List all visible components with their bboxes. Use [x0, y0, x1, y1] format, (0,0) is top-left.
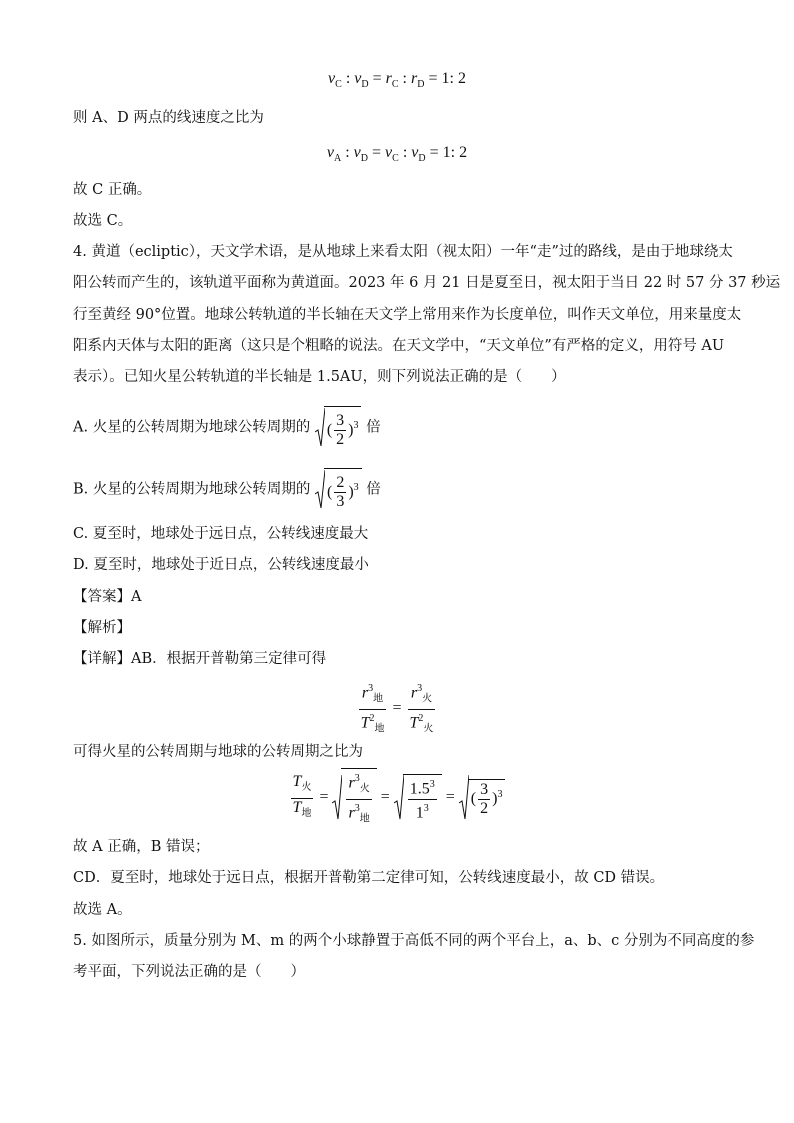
q4-option-c: C. 夏至时，地球处于远日点，公转线速度最大	[73, 526, 369, 542]
q4-answer: 【答案】A	[73, 589, 142, 605]
sqrt-expression: ( $\frac{3}{2}$ )$^3$	[315, 406, 362, 449]
equation-period-ratio: $\frac{T_火}{T_地}$ = $\frac{r^3_火}{r^3_地}$ = $\frac{1.5^3}{1^3}$ = ( $\frac{3}{2}$ )$^3$	[0, 768, 794, 828]
text-cd-explanation: CD．夏至时，地球处于远日点，根据开普勒第二定律可知，公转线速度最小，故 CD 错误。	[73, 870, 665, 886]
q4-analysis-label: 【解析】	[73, 620, 131, 636]
q4-option-d: D. 夏至时，地球处于近日点，公转线速度最小	[73, 557, 369, 573]
text-ratio-ad: 则 A、D 两点的线速度之比为	[73, 110, 264, 126]
q5-stem-line-2: 考平面，下列说法正确的是（ ）	[73, 964, 305, 980]
text-c-correct: 故 C 正确。	[73, 182, 152, 198]
text-choose-a: 故选 A。	[73, 902, 132, 918]
text-period-ratio: 可得火星的公转周期与地球的公转周期之比为	[73, 744, 363, 760]
q5-stem-line-1: 5. 如图所示，质量分别为 M、m 的两个小球静置于高低不同的两个平台上，a、b、c 分别为不同高度的参	[73, 933, 755, 949]
text-conclusion-ab: 故 A 正确，B 错误；	[73, 839, 210, 855]
sqrt-expression: ( $\frac{2}{3}$ )$^3$	[315, 468, 362, 511]
equation-vc-vd: $v_C$ : $v_D = r_C$ : $r_D = 1$: 2	[328, 70, 466, 91]
q4-option-b: B. 火星的公转周期为地球公转周期的 ( $\frac{2}{3}$ )$^3$ 倍	[73, 468, 381, 511]
q4-stem-line-4: 阳系内天体与太阳的距离（这只是个粗略的说法。在天文学中，“天文单位”有严格的定义，用符号 AU	[73, 338, 725, 354]
q4-detail: 【详解】AB．根据开普勒第三定律可得	[73, 651, 327, 667]
text-choose-c: 故选 C。	[73, 213, 133, 229]
equation-kepler-third-law: $\frac{r^3_地}{T^2_地}$ = $\frac{r^3_火}{T^2_火}$	[0, 680, 794, 738]
q4-stem-line-3: 行至黄经 90°位置。地球公转轨道的半长轴在天文学上常用来作为长度单位，叫作天文单位，用来量度太	[73, 307, 742, 323]
equation-va-vd: $v_A$ : $v_D = v_C$ : $v_D = 1$: 2	[326, 144, 468, 165]
q4-option-a: A. 火星的公转周期为地球公转周期的 ( $\frac{3}{2}$ )$^3$ 倍	[73, 406, 381, 449]
q4-stem-line-5: 表示）。已知火星公转轨道的半长轴是 1.5AU，则下列说法正确的是（ ）	[73, 369, 566, 385]
q4-stem-line-2: 阳公转而产生的，该轨道平面称为黄道面。2023 年 6 月 21 日是夏至日，视太阳于当日 22 时 57 分 37 秒运	[73, 275, 781, 291]
q4-stem-line-1: 4. 黄道（ecliptic），天文学术语，是从地球上来看太阳（视太阳）一年“走”过的路线，是由于地球绕太	[73, 244, 733, 260]
